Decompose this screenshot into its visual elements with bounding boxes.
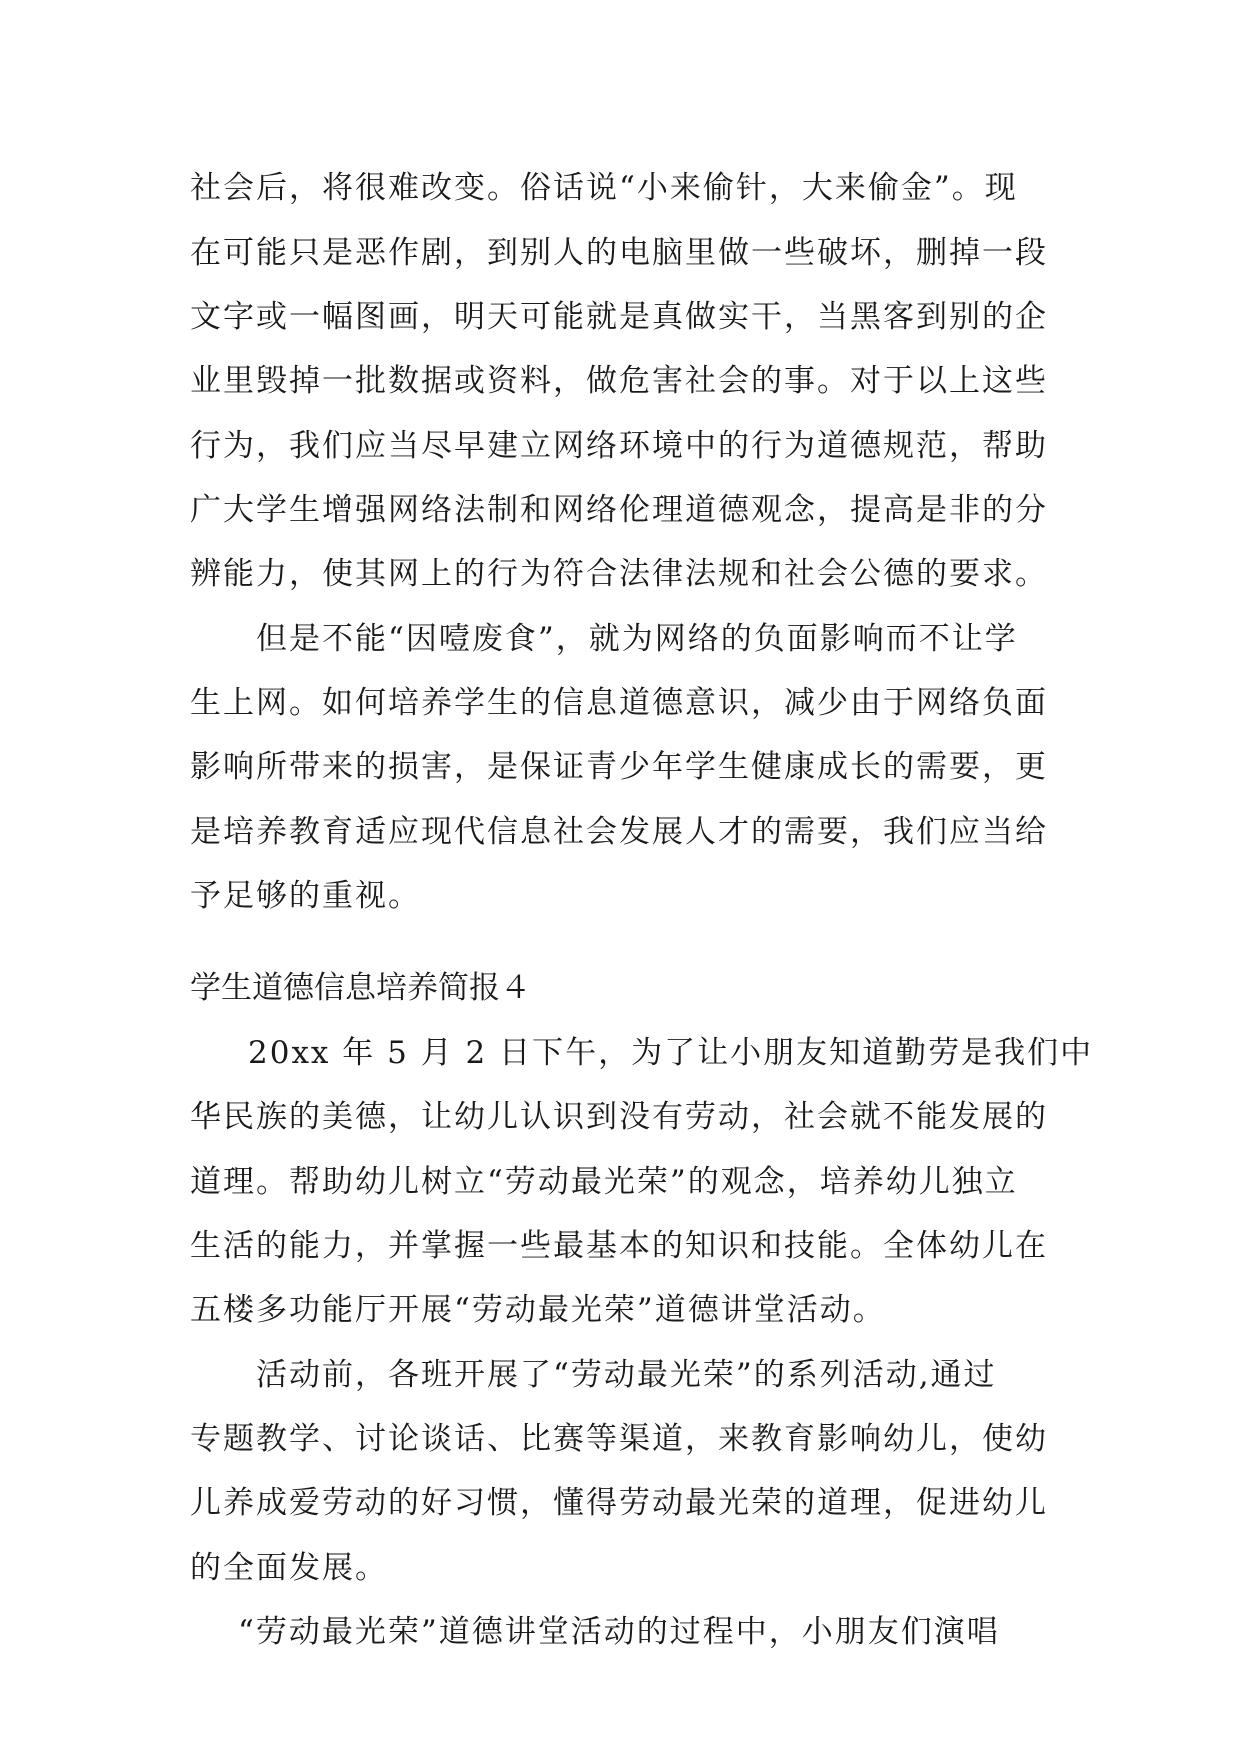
text-line: 华民族的美德，让幼儿认识到没有劳动，社会就不能发展的 — [190, 1099, 1048, 1135]
text-line: “劳动最光荣”道德讲堂活动的过程中，小朋友们演唱 — [238, 1614, 1000, 1650]
text-line: 生上网。如何培养学生的信息道德意识，减少由于网络负面 — [190, 685, 1048, 721]
text-line: 是培养教育适应现代信息社会发展人才的需要，我们应当给 — [190, 814, 1048, 850]
text-line: 生活的能力，并掌握一些最基本的知识和技能。全体幼儿在 — [190, 1228, 1048, 1264]
text-line: 社会后，将很难改变。俗话说“小来偷针，大来偷金”。现 — [190, 170, 1018, 206]
text-line: 但是不能“因噎废食”，就为网络的负面影响而不让学 — [256, 621, 1018, 657]
text-line: 的全面发展。 — [190, 1550, 388, 1586]
text-line: 五楼多功能厅开展“劳动最光荣”道德讲堂活动。 — [190, 1292, 886, 1328]
text-line: 活动前，各班开展了“劳动最光荣”的系列活动,通过 — [256, 1357, 997, 1393]
text-line: 业里毁掉一批数据或资料，做危害社会的事。对于以上这些 — [190, 363, 1048, 399]
text-line: 影响所带来的损害，是保证青少年学生健康成长的需要，更 — [190, 749, 1048, 785]
text-line: 道理。帮助幼儿树立“劳动最光荣”的观念，培养幼儿独立 — [190, 1164, 1018, 1200]
text-line: 儿养成爱劳动的好习惯，懂得劳动最光荣的道理，促进幼儿 — [190, 1485, 1048, 1521]
text-line: 予足够的重视。 — [190, 878, 421, 914]
text-line: 20xx 年 5 月 2 日下午，为了让小朋友知道勤劳是我们中 — [248, 1035, 1094, 1071]
text-line: 广大学生增强网络法制和网络伦理道德观念，提高是非的分 — [190, 492, 1048, 528]
text-line: 在可能只是恶作剧，到别人的电脑里做一些破坏，删掉一段 — [190, 235, 1048, 271]
text-line: 行为，我们应当尽早建立网络环境中的行为道德规范，帮助 — [190, 428, 1048, 464]
section-heading: 学生道德信息培养简报４ — [190, 970, 531, 1006]
text-line: 专题教学、讨论谈话、比赛等渠道，来教育影响幼儿，使幼 — [190, 1421, 1048, 1457]
text-line: 辨能力，使其网上的行为符合法律法规和社会公德的要求。 — [190, 556, 1048, 592]
text-line: 文字或一幅图画，明天可能就是真做实干，当黑客到别的企 — [190, 299, 1048, 335]
